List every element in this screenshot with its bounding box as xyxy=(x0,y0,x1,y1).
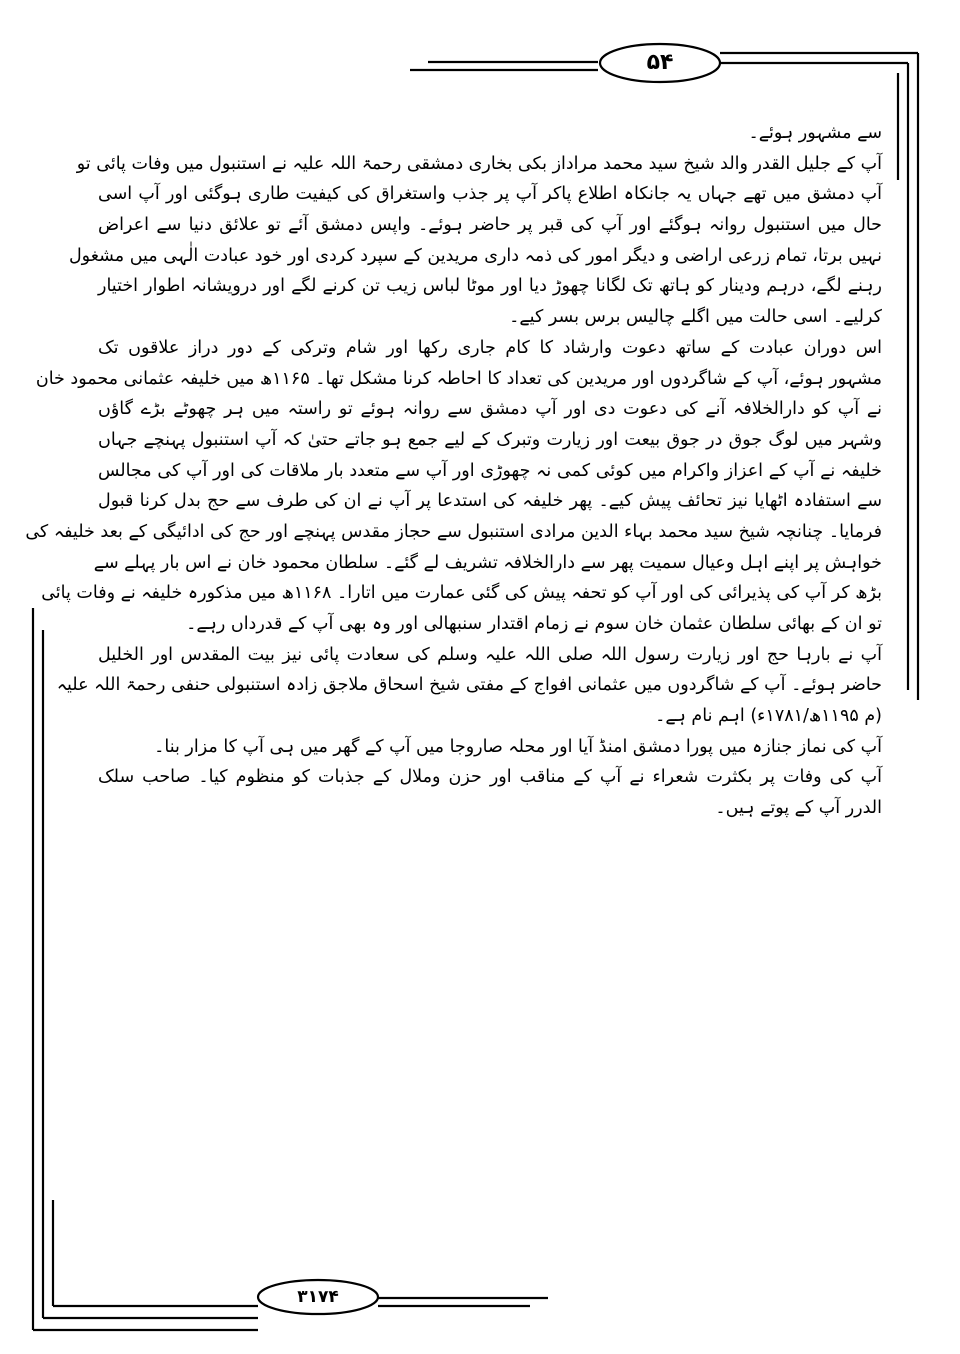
text-line: رہنے لگے، درہم ودینار کو ہاتھ تک لگانا چھوڑ دیا اور موٹا لباس زیب تن کرنے لگے اور درویشانہ اطوار اختیار xyxy=(98,276,882,297)
text-line: آپ کی نماز جنازہ میں پورا دمشق امنڈ آیا اور محلہ صاروجا میں آپ کے گھر میں ہی آپ کا مزار بنا۔ xyxy=(154,736,882,757)
text-line: آپ نے بارہا حج اور زیارت رسول اللہ صلی اللہ علیہ وسلم کی سعادت پائی نیز بیت المقدس اور الخلیل xyxy=(98,644,882,665)
text-line: سے مشہور ہوئے۔ xyxy=(748,123,882,143)
body-text xyxy=(25,118,882,824)
text-line: تو ان کے بھائی سلطان عثمان خان سوم نے زمام اقتدار سنبھالی اور وہ بھی آپ کے قدرداں رہے۔ xyxy=(186,614,882,634)
text-line: بڑھ کر آپ کی پذیرائی کی اور آپ کو تحفہ پیش کی گئی عمارت میں اتارا۔ ۱۱۶۸ھ میں مذکورہ خلیفہ نے وفات پائی xyxy=(41,583,882,604)
text-line: مشہور ہوئے، آپ کے شاگردوں اور مریدین کی تعداد کا احاطہ کرنا مشکل تھا۔ ۱۱۶۵ھ میں خلیفہ عثمانی محمود خان xyxy=(35,368,882,389)
text-line: وشہر میں لوگ جوق در جوق بیعت اور زیارت وتبرک کے لیے جمع ہو جاتے حتیٰ کہ آپ استنبول پہنچے جہاں xyxy=(98,429,882,450)
text-line: اس دوران عبادت کے ساتھ دعوت وارشاد کا کام جاری رکھا اور شام وترکی کے دور دراز علاقوں تک xyxy=(98,337,882,358)
text-line: آپ دمشق میں تھے جہاں یہ جانکاہ اطلاع پاکر آپ پر جذب واستغراق کی کیفیت طاری ہوگئی اور آپ اسی xyxy=(98,184,882,205)
text-line: الدرر آپ کے پوتے ہیں۔ xyxy=(715,798,882,819)
text-line: آپ کی وفات پر بکثرت شعراء نے آپ کے مناقب اور حزن وملال کے جذبات کو منظوم کیا۔ صاحب سلک xyxy=(98,767,882,788)
text-line: خلیفہ نے آپ کے اعزاز واکرام میں کوئی کمی نہ چھوڑی اور آپ سے متعدد بار ملاقات کی اور آپ کی مجالس xyxy=(98,460,882,481)
text-line: فرمایا۔ چنانچہ شیخ سید محمد بہاء الدین مرادی استنبول سے حجاز مقدس پہنچے اور حج کی ادائیگی کے بعد خلیفہ کی xyxy=(25,521,882,542)
header-page-number: ۵۴ xyxy=(646,50,674,75)
text-line: حاضر ہوئے۔ آپ کے شاگردوں میں عثمانی افواج کے مفتی شیخ اسحاق ملاجق زادہ استنبولی حنفی رحمۃ اللہ علیہ xyxy=(56,675,882,696)
text-line: نے آپ کو دارالخلافہ آنے کی دعوت دی اور آپ دمشق سے روانہ ہوئے تو راستہ میں ہر چھوٹے بڑے گاؤں xyxy=(98,399,882,420)
text-line: نہیں برتا، تمام زرعی اراضی و دیگر امور کی ذمہ داری مریدین کے سپرد کردی اور خود عبادت الٰہی میں مشغول xyxy=(68,245,882,266)
text-line: حال میں استنبول روانہ ہوگئے اور آپ کی قبر پر حاضر ہوئے۔ واپس دمشق آئے تو علائق دنیا سے اعراض xyxy=(98,215,882,236)
footer-page-number: ۳۱۷۴ xyxy=(297,1287,339,1307)
text-line: آپ کے جلیل القدر والد شیخ سید محمد مراداز بکی بخاری دمشقی رحمۃ اللہ علیہ نے استنبول میں وفات پائی تو xyxy=(76,153,882,174)
text-line: خواہش پر اپنے اہل وعیال سمیت پھر سے دارالخلافہ تشریف لے گئے۔ سلطان محمود خان نے اس بار پہلے سے xyxy=(93,552,882,573)
text-line: (م ۱۱۹۵ھ/۱۷۸۱ء) اہم نام ہے۔ xyxy=(655,706,882,727)
text-line: سے استفادہ اٹھایا نیز تحائف پیش کیے۔ پھر خلیفہ کی استدعا پر آپ نے ان کی طرف سے حج بدل کرنا قبول xyxy=(98,491,882,512)
text-line: کرلیے۔ اسی حالت میں اگلے چالیس برس بسر کیے۔ xyxy=(509,307,882,328)
